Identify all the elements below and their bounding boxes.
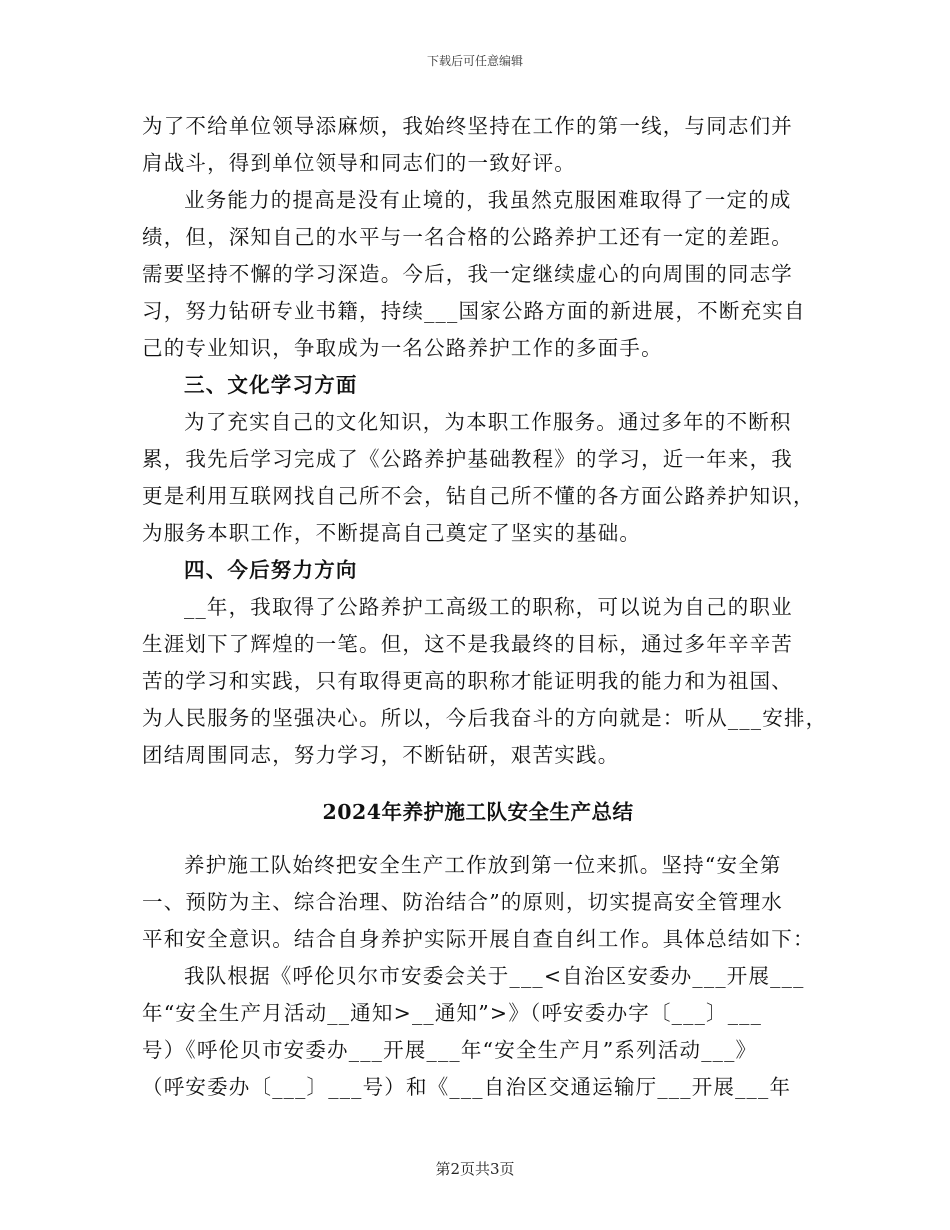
paragraph-line: 一、预防为主、综合治理、防治结合”的原则，切实提高安全管理水 — [142, 890, 783, 914]
paragraph-line: 为了充实自己的文化知识，为本职工作服务。通过多年的不断积 — [184, 410, 792, 434]
paragraph-line: 号）《呼伦贝市安委办___开展___年“安全生产月”系列活动___》 — [142, 1038, 758, 1062]
paragraph-line: 累，我先后学习完成了《公路养护基础教程》的学习，近一年来，我 — [142, 447, 793, 471]
document-body — [142, 108, 828, 1106]
paragraph-line: 我队根据《呼伦贝尔市安委会关于___<自治区安委办___开展___ — [184, 964, 805, 988]
header-note: 下载后可任意编辑 — [426, 54, 523, 68]
paragraph-line: 需要坚持不懈的学习深造。今后，我一定继续虚心的向周围的同志学 — [142, 262, 793, 286]
paragraph-line: 团结周围同志，努力学习，不断钻研，艰苦实践。 — [142, 743, 620, 767]
paragraph-line: 平和安全意识。结合自身养护实际开展自查自纠工作。具体总结如下： — [142, 927, 815, 951]
paragraph-line: 绩，但，深知自己的水平与一名合格的公路养护工还有一定的差距。 — [142, 225, 793, 249]
paragraph-line: 为服务本职工作，不断提高自己奠定了坚实的基础。 — [142, 521, 642, 545]
paragraph-line: 苦的学习和实践，只有取得更高的职称才能证明我的能力和为祖国、 — [142, 669, 793, 693]
paragraph-line: （呼安委办〔___〕___号）和《___自治区交通运输厅___开展___年 — [142, 1075, 792, 1099]
paragraph-line: 为人民服务的坚强决心。所以，今后我奋斗的方向就是：听从___安排， — [142, 706, 828, 730]
paragraph-line: 肩战斗，得到单位领导和同志们的一致好评。 — [142, 151, 576, 175]
paragraph-line: 生涯划下了辉煌的一笔。但，这不是我最终的目标，通过多年辛辛苦 — [142, 632, 793, 656]
paragraph-line: 业务能力的提高是没有止境的，我虽然克服困难取得了一定的成 — [184, 188, 792, 212]
page-footer: 第2页共3页 — [435, 1160, 515, 1178]
section-heading: 三、文化学习方面 — [184, 373, 358, 397]
section-heading: 四、今后努力方向 — [184, 558, 358, 582]
paragraph-line: 养护施工队始终把安全生产工作放到第一位来抓。坚持“安全第 — [184, 853, 782, 877]
paragraph-line: 己的专业知识，争取成为一名公路养护工作的多面手。 — [142, 336, 663, 360]
document-title: 2024年养护施工队安全生产总结 — [322, 800, 634, 824]
paragraph-line: 习，努力钻研专业书籍，持续___国家公路方面的新进展，不断充实自 — [142, 299, 806, 323]
paragraph-line: 年“安全生产月活动__通知>__通知”>》（呼安委办字〔___〕___ — [142, 1001, 763, 1025]
paragraph-line: 更是利用互联网找自己所不会，钻自己所不懂的各方面公路养护知识， — [142, 484, 815, 508]
paragraph-line: 为了不给单位领导添麻烦，我始终坚持在工作的第一线，与同志们并 — [142, 114, 793, 138]
paragraph-line: __年，我取得了公路养护工高级工的职称，可以说为自己的职业 — [184, 595, 793, 619]
